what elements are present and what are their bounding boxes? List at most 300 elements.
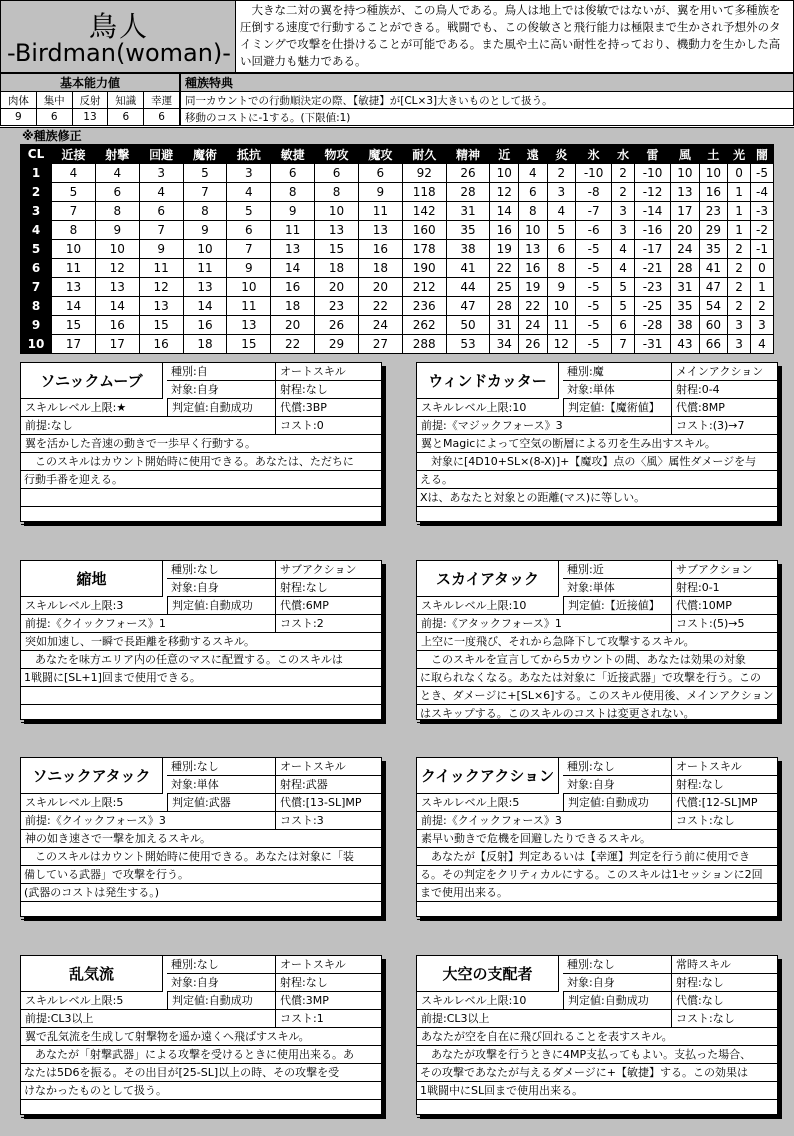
modifier-cell: 2 (751, 297, 774, 316)
modifier-cell: 11 (271, 221, 315, 240)
modifier-cell: 3 (728, 316, 751, 335)
modifier-cl: 8 (21, 297, 52, 316)
modifier-cell: 2 (612, 164, 635, 183)
modifier-cell: 6 (547, 240, 576, 259)
modifier-cell: 10 (519, 221, 548, 240)
modifier-cell: 2 (728, 259, 751, 278)
modifier-cell: 26 (315, 316, 359, 335)
ability-value: 13 (72, 109, 108, 126)
modifier-cell: 1 (728, 202, 751, 221)
modifier-cell: 60 (699, 316, 728, 335)
skill-card (416, 362, 778, 522)
divider (21, 722, 381, 723)
skill-effect-line: あなたが「射撃武器」による攻撃を受けるときに使用出来る。あ (24, 1048, 354, 1061)
modifier-cell: 5 (612, 278, 635, 297)
skill-timing: サブアクション (275, 561, 381, 579)
modifier-cell: 3 (547, 183, 576, 202)
skill-card (20, 955, 382, 1115)
modifier-cell: 9 (547, 278, 576, 297)
skill-timing: オートスキル (275, 363, 381, 381)
modifier-cell: 16 (699, 183, 728, 202)
skill-effect-line: なたは5D6を振る。その出目が[25-SL]以上の時、その攻撃を受 (24, 1066, 340, 1079)
skill-cost-price: 代償:3BP (275, 399, 381, 417)
skill-effect-line (21, 902, 381, 920)
modifier-cell: 18 (271, 297, 315, 316)
modifier-cell: 0 (751, 259, 774, 278)
modifier-header: 遠 (519, 145, 548, 164)
modifier-cell: 8 (52, 221, 96, 240)
modifier-cell: 19 (490, 240, 519, 259)
modifier-cell: 0 (728, 164, 751, 183)
modifier-header: 闇 (751, 145, 774, 164)
skill-flavor: あなたが空を自在に飛び回れることを表すスキル。 (417, 1028, 777, 1046)
modifier-cell: 2 (728, 240, 751, 259)
skill-target: 対象:自身 (563, 974, 671, 992)
skill-effect-line: このスキルを宣言してから5カウントの間、あなたは効果の対象 (420, 653, 746, 666)
ability-label: 知識 (108, 92, 144, 109)
modifier-cell: 12 (547, 335, 576, 354)
modifier-cell: 20 (271, 316, 315, 335)
modifier-cell: 6 (358, 164, 402, 183)
skill-card (416, 560, 778, 720)
skill-name: ウィンドカッター (417, 363, 559, 399)
skill-cost-price: 代償:10MP (671, 597, 777, 615)
skill-effect-line (417, 1100, 777, 1118)
skill-type: 種別:なし (167, 561, 275, 579)
modifier-cell: 6 (315, 164, 359, 183)
skill-flavor: 翼とMagicによって空気の断層による刃を生み出すスキル。 (417, 435, 777, 453)
modifier-cell: 3 (612, 202, 635, 221)
modifier-row (21, 240, 774, 259)
modifier-cell: 41 (446, 259, 490, 278)
ability-title: 基本能力値 (1, 74, 180, 92)
race-description: 大きな二対の翼を持つ種族が、この鳥人である。鳥人は地上では俊敏ではないが、翼を用いて多種族を圧倒する速度で行動することができる。戦闘でも、この俊敏さと飛行能力は極限まで生かされ予想外のタイミングで攻撃を仕掛けることが可能である。また風や土に高い耐性を持っており、機動力を生かした高い回避力も魅力である。 (236, 0, 794, 73)
modifier-cell: 4 (52, 164, 96, 183)
modifier-cell: -5 (576, 297, 612, 316)
modifier-cell: 92 (402, 164, 446, 183)
modifier-cell: 14 (271, 259, 315, 278)
modifier-cell: 16 (358, 240, 402, 259)
skill-type: 種別:近 (563, 561, 671, 579)
modifier-cell: 142 (402, 202, 446, 221)
modifier-row (21, 183, 774, 202)
modifier-cell: 5 (227, 202, 271, 221)
skill-type: 種別:なし (563, 758, 671, 776)
modifier-cell: 27 (358, 335, 402, 354)
modifier-cell: -31 (635, 335, 671, 354)
ability-value: 6 (36, 109, 72, 126)
modifier-cell: 28 (446, 183, 490, 202)
modifier-header: 耐久 (402, 145, 446, 164)
modifier-cell: 1 (728, 221, 751, 240)
modifier-cell: 13 (271, 240, 315, 259)
modifier-cell: 26 (519, 335, 548, 354)
modifier-cell: 9 (95, 221, 139, 240)
modifier-cell: 43 (671, 335, 700, 354)
skill-effect-line: る。その判定をクリティカルにする。このスキルは1セッションに2回 (420, 868, 763, 881)
skill-target: 対象:単体 (563, 381, 671, 399)
modifier-cell: 12 (139, 278, 183, 297)
skill-effect-line (21, 1100, 381, 1118)
skill-cost: コスト:(5)→5 (671, 615, 777, 633)
modifier-cell: 4 (139, 183, 183, 202)
modifier-cell: 4 (227, 183, 271, 202)
modifier-cell: 4 (612, 240, 635, 259)
modifier-cell: 8 (183, 202, 227, 221)
modifier-cell: 6 (271, 164, 315, 183)
modifier-cell: 31 (671, 278, 700, 297)
modifier-cell: 16 (95, 316, 139, 335)
modifier-cell: 12 (95, 259, 139, 278)
modifier-cell: 10 (183, 240, 227, 259)
modifier-cell: -14 (635, 202, 671, 221)
modifier-cell: 9 (358, 183, 402, 202)
skill-check: 判定値:自動成功 (167, 992, 275, 1010)
modifier-cell: -3 (751, 202, 774, 221)
ability-value: 6 (144, 109, 180, 126)
skill-max-level: スキルレベル上限:3 (21, 597, 167, 615)
modifier-cell: -2 (751, 221, 774, 240)
skill-target: 対象:自身 (167, 381, 275, 399)
skill-check: 判定値:【近接値】 (563, 597, 671, 615)
ability-label: 肉体 (1, 92, 37, 109)
modifier-header: 魔術 (183, 145, 227, 164)
race-subtitle: -Birdman(woman)- (7, 39, 231, 67)
modifier-cell: 18 (315, 259, 359, 278)
skill-cost: コスト:(3)→7 (671, 417, 777, 435)
modifier-row (21, 202, 774, 221)
modifier-cell: 10 (490, 164, 519, 183)
skill-target: 対象:自身 (563, 776, 671, 794)
trait-table (180, 73, 794, 126)
modifier-cell: 16 (271, 278, 315, 297)
skill-flavor: 翼を活かした音速の動きで一歩早く行動する。 (21, 435, 381, 453)
skill-cost-price: 代償:[13-SL]MP (275, 794, 381, 812)
divider (417, 722, 777, 723)
skill-prereq: 前提:《クイックフォース》3 (21, 812, 275, 830)
modifier-cell: 17 (52, 335, 96, 354)
modifier-cell: 20 (315, 278, 359, 297)
modifier-cell: -5 (576, 316, 612, 335)
modifier-cell: 18 (358, 259, 402, 278)
modifier-cl: 2 (21, 183, 52, 202)
skill-range: 射程:なし (671, 776, 777, 794)
skill-effect-line: 行動手番を迎える。 (24, 473, 123, 486)
modifier-cell: 16 (183, 316, 227, 335)
skill-effect-line: Xは、あなたと対象との距離(マス)に等しい。 (420, 491, 646, 504)
skill-effect-line (21, 489, 381, 507)
modifier-cell: 7 (139, 221, 183, 240)
modifier-header: 雷 (635, 145, 671, 164)
modifier-cell: 2 (728, 278, 751, 297)
modifier-cell: -25 (635, 297, 671, 316)
skill-effect-line: とき、ダメージに+[SL×6]する。このスキル使用後、メインアクション (420, 689, 774, 702)
skill-range: 射程:0-4 (671, 381, 777, 399)
skill-prereq: 前提:《クイックフォース》3 (417, 812, 671, 830)
skill-cost-price: 代償:[12-SL]MP (671, 794, 777, 812)
modifier-cell: 31 (490, 316, 519, 335)
modifier-cell: 50 (446, 316, 490, 335)
modifier-cell: 24 (671, 240, 700, 259)
modifier-cell: 118 (402, 183, 446, 202)
modifier-cl: 1 (21, 164, 52, 183)
modifier-cell: 6 (612, 316, 635, 335)
skill-name: ソニックムーブ (21, 363, 163, 399)
divider (21, 524, 381, 525)
modifier-cell: 13 (139, 297, 183, 316)
skill-effect-line: あなたが攻撃を行うときに4MP支払ってもよい。支払った場合、 (420, 1048, 752, 1061)
modifier-cl: 3 (21, 202, 52, 221)
modifier-cell: 8 (547, 259, 576, 278)
modifier-cell: 8 (95, 202, 139, 221)
trait-line: 同一カウントでの行動順決定の際、【敏捷】が[CL×3]大きいものとして扱う。 (181, 92, 794, 109)
skill-effect-line: (武器のコストは発生する。) (24, 886, 160, 899)
modifier-cell: 47 (446, 297, 490, 316)
modifier-cl: 6 (21, 259, 52, 278)
modifier-cell: 16 (519, 259, 548, 278)
modifier-cl: 7 (21, 278, 52, 297)
modifier-cell: -8 (576, 183, 612, 202)
skill-check: 判定値:【魔術値】 (563, 399, 671, 417)
ability-label: 集中 (36, 92, 72, 109)
skill-timing: メインアクション (671, 363, 777, 381)
modifier-cell: 12 (490, 183, 519, 202)
modifier-cell: 23 (315, 297, 359, 316)
modifier-header: CL (21, 145, 52, 164)
modifier-cell: 236 (402, 297, 446, 316)
skill-prereq: 前提:CL3以上 (21, 1010, 275, 1028)
skill-max-level: スキルレベル上限:5 (21, 992, 167, 1010)
modifier-header: 精神 (446, 145, 490, 164)
skill-effect-line: あなたが【反射】判定あるいは【幸運】判定を行う前に使用でき (420, 850, 750, 863)
skill-effect-line: に取られなくなる。あなたは対象に「近接武器」で攻撃を行う。この (420, 671, 761, 684)
modifier-cell: 178 (402, 240, 446, 259)
modifier-cell: 28 (671, 259, 700, 278)
modifier-header: 近接 (52, 145, 96, 164)
skill-effect-line: 対象に[4D10+SL×(8-X)]+【魔攻】点の〈風〉属性ダメージを与 (420, 455, 757, 468)
modifier-cell: 9 (227, 259, 271, 278)
modifier-cell: 14 (490, 202, 519, 221)
modifier-cell: 8 (315, 183, 359, 202)
modifier-cell: 5 (183, 164, 227, 183)
divider (21, 1117, 381, 1118)
modifier-cell: 7 (612, 335, 635, 354)
modifier-header: 近 (490, 145, 519, 164)
modifier-header: 光 (728, 145, 751, 164)
modifier-header: 抵抗 (227, 145, 271, 164)
modifier-header: 水 (612, 145, 635, 164)
skill-check: 判定値:武器 (167, 794, 275, 812)
skill-effect-line: える。 (420, 473, 453, 486)
ability-value: 9 (1, 109, 37, 126)
modifier-cell: 3 (728, 335, 751, 354)
modifier-cell: 7 (52, 202, 96, 221)
modifier-row (21, 164, 774, 183)
skill-timing: 常時スキル (671, 956, 777, 974)
modifier-cell: 13 (183, 278, 227, 297)
modifier-cell: 17 (671, 202, 700, 221)
skill-effect-line (21, 705, 381, 723)
modifier-cell: 6 (227, 221, 271, 240)
modifier-header: 回避 (139, 145, 183, 164)
modifier-row (21, 278, 774, 297)
skill-flavor: 素早い動きで危機を回避したりできるスキル。 (417, 830, 777, 848)
skill-card (416, 757, 778, 917)
skill-effect-line (417, 902, 777, 920)
modifier-cell: 23 (699, 202, 728, 221)
modifier-cell: 20 (358, 278, 402, 297)
modifier-cell: 11 (547, 316, 576, 335)
modifier-cell: 15 (227, 335, 271, 354)
skill-name: クイックアクション (417, 758, 559, 794)
modifier-cell: 25 (490, 278, 519, 297)
modifier-header: 物攻 (315, 145, 359, 164)
skill-check: 判定値:自動成功 (563, 794, 671, 812)
modifier-cell: -5 (576, 335, 612, 354)
modifier-cell: 13 (227, 316, 271, 335)
modifier-cell: 41 (699, 259, 728, 278)
modifier-cell: 35 (699, 240, 728, 259)
modifier-cell: 5 (612, 297, 635, 316)
skill-cost: コスト:なし (671, 812, 777, 830)
modifier-cell: 44 (446, 278, 490, 297)
modifier-cell: 9 (271, 202, 315, 221)
skill-max-level: スキルレベル上限:10 (417, 399, 563, 417)
skill-range: 射程:なし (275, 974, 381, 992)
modifier-cell: 31 (446, 202, 490, 221)
modifier-cell: 47 (699, 278, 728, 297)
modifier-header: 炎 (547, 145, 576, 164)
skill-effect-line: はスキップする。このスキルのコストは変更されない。 (420, 707, 695, 720)
modifier-cell: 24 (358, 316, 402, 335)
divider (417, 919, 777, 920)
modifier-cell: 15 (315, 240, 359, 259)
skill-target: 対象:単体 (563, 579, 671, 597)
modifier-header: 風 (671, 145, 700, 164)
trait-line: 移動のコストに-1する。(下限値:1) (181, 109, 794, 126)
modifier-cell: 18 (183, 335, 227, 354)
skill-max-level: スキルレベル上限:5 (417, 794, 563, 812)
skill-card (416, 955, 778, 1115)
modifier-cell: 3 (139, 164, 183, 183)
modifier-cell: 9 (183, 221, 227, 240)
modifier-cell: 7 (227, 240, 271, 259)
skill-prereq: 前提:《クイックフォース》1 (21, 615, 275, 633)
modifier-cell: 10 (315, 202, 359, 221)
modifier-cell: 4 (751, 335, 774, 354)
modifier-cell: -16 (635, 221, 671, 240)
skill-name: ソニックアタック (21, 758, 163, 794)
modifier-cell: 10 (547, 297, 576, 316)
skill-effect-line (21, 687, 381, 705)
skill-card (20, 362, 382, 522)
skill-effect-line (21, 507, 381, 525)
modifier-cell: 6 (519, 183, 548, 202)
modifier-row (21, 259, 774, 278)
modifier-cell: -21 (635, 259, 671, 278)
modifier-cell: 17 (95, 335, 139, 354)
modifier-cell: 3 (612, 221, 635, 240)
modifier-header: 土 (699, 145, 728, 164)
modifier-cell: 14 (95, 297, 139, 316)
modifier-cell: 13 (671, 183, 700, 202)
skill-effect-line (417, 507, 777, 525)
modifier-cell: 4 (519, 164, 548, 183)
skill-flavor: 翼で乱気流を生成して射撃物を遥か遠くへ飛ばすスキル。 (21, 1028, 381, 1046)
modifier-cell: 22 (490, 259, 519, 278)
modifier-cell: 22 (358, 297, 402, 316)
modifier-cell: -23 (635, 278, 671, 297)
modifier-cell: 11 (139, 259, 183, 278)
modifier-cell: 15 (139, 316, 183, 335)
modifier-row (21, 335, 774, 354)
modifier-cell: 16 (490, 221, 519, 240)
modifier-cell: 14 (183, 297, 227, 316)
modifier-cell: -10 (635, 164, 671, 183)
skill-effect-line: このスキルはカウント開始時に使用できる。あなたは、ただちに (24, 455, 354, 468)
skill-prereq: 前提:CL3以上 (417, 1010, 671, 1028)
modifier-cell: 8 (519, 202, 548, 221)
skill-range: 射程:武器 (275, 776, 381, 794)
modifier-cell: 3 (751, 316, 774, 335)
skill-effect-line: けなかったものとして扱う。 (24, 1084, 167, 1097)
skill-range: 射程:なし (671, 974, 777, 992)
modifier-row (21, 221, 774, 240)
skill-cost: コスト:なし (671, 1010, 777, 1028)
skill-check: 判定値:自動成功 (167, 399, 275, 417)
modifier-cell: -5 (576, 240, 612, 259)
modifier-cell: -6 (576, 221, 612, 240)
modifier-cell: -4 (751, 183, 774, 202)
skill-name: 縮地 (21, 561, 163, 597)
modifier-cell: 10 (95, 240, 139, 259)
skill-check: 判定値:自動成功 (563, 992, 671, 1010)
modifier-header: 氷 (576, 145, 612, 164)
modifier-table (20, 144, 774, 354)
modifier-header: 敏捷 (271, 145, 315, 164)
modifier-cell: 11 (227, 297, 271, 316)
modifier-cell: 212 (402, 278, 446, 297)
skill-cost: コスト:1 (275, 1010, 381, 1028)
modifier-cell: 26 (446, 164, 490, 183)
modifier-cell: 4 (612, 259, 635, 278)
divider (21, 919, 381, 920)
modifier-cell: -5 (751, 164, 774, 183)
modifier-cell: 16 (139, 335, 183, 354)
skill-cost: コスト:2 (275, 615, 381, 633)
ability-label: 幸運 (144, 92, 180, 109)
modifier-cell: 10 (699, 164, 728, 183)
modifier-cell: 13 (52, 278, 96, 297)
modifier-cell: 6 (139, 202, 183, 221)
skill-target: 対象:自身 (167, 579, 275, 597)
modifier-cell: 3 (227, 164, 271, 183)
modifier-cell: -1 (751, 240, 774, 259)
skill-cost: コスト:0 (275, 417, 381, 435)
skill-target: 対象:単体 (167, 776, 275, 794)
skill-timing: オートスキル (671, 758, 777, 776)
skill-timing: オートスキル (275, 758, 381, 776)
skill-range: 射程:なし (275, 381, 381, 399)
skill-effect-line: その攻撃であなたが与えるダメージに+【敏捷】する。この効果は (420, 1066, 748, 1079)
modifier-cl: 9 (21, 316, 52, 335)
modifier-cell: 34 (490, 335, 519, 354)
ability-label: 反射 (72, 92, 108, 109)
modifier-row (21, 297, 774, 316)
skill-type: 種別:なし (167, 758, 275, 776)
skill-cost-price: 代償:なし (671, 992, 777, 1010)
skill-name: 乱気流 (21, 956, 163, 992)
